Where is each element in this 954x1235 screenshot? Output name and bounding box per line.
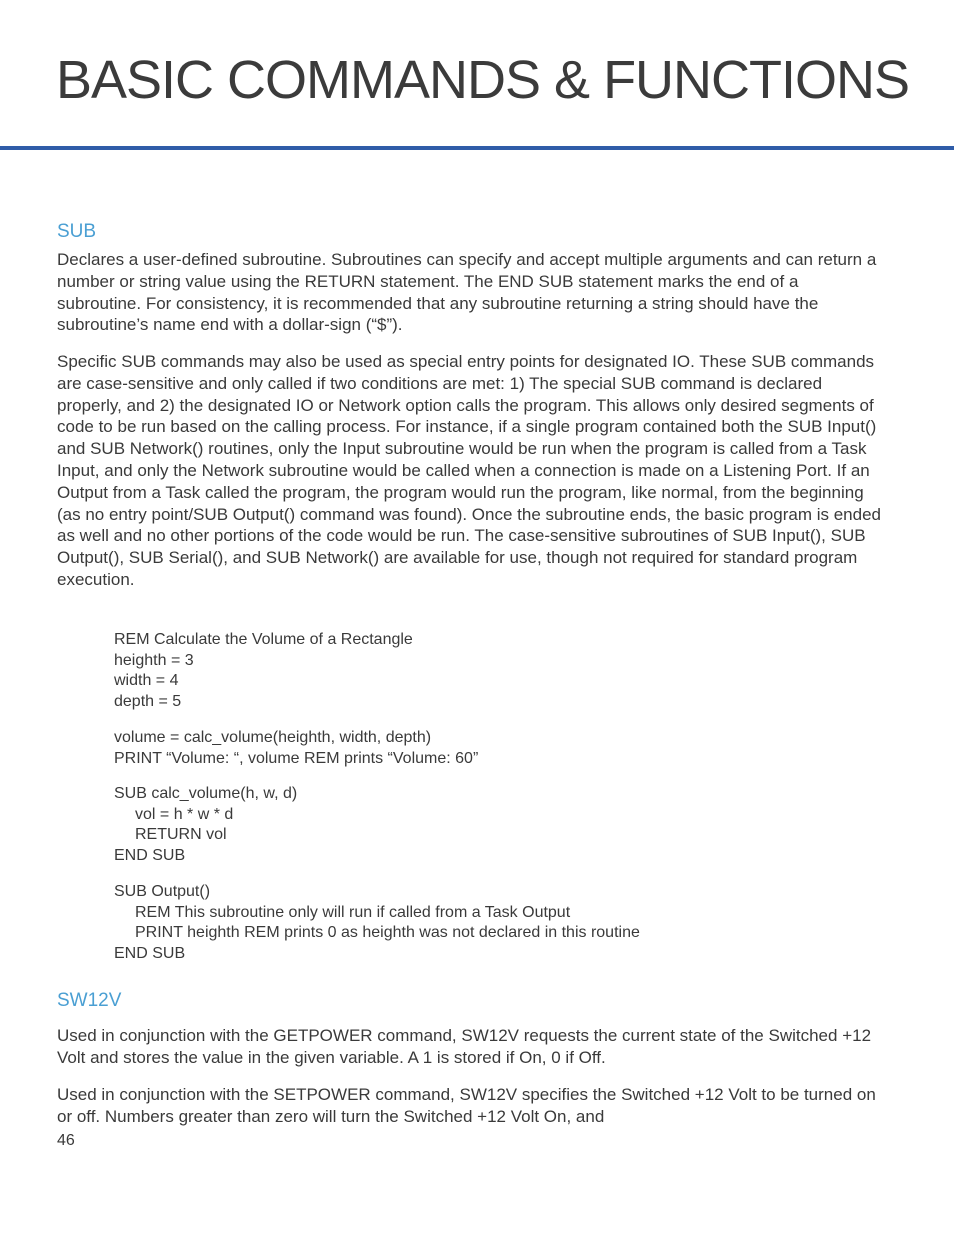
code-block-2 — [114, 728, 478, 769]
code-line: width = 4 — [114, 672, 179, 690]
code-line: heighth = 3 — [114, 651, 194, 669]
sw12v-paragraph-1: Used in conjunction with the GETPOWER command, SW12V requests the current state of the Switched +12 Volt and stores the value in the given variable. A 1 is stored if On, 0 if Off. — [57, 1026, 872, 1067]
page-number: 46 — [57, 1132, 75, 1149]
section-heading-sw12v: SW12V — [57, 990, 122, 1011]
sub-paragraph-2: Specific SUB commands may also be used as special entry points for designated IO. These SUB commands are case-sensitive and only called if two conditions are met: 1) The special SUB command is declared properly, and 2) the designated IO or Network option calls the program. This allows only desired segments of code to be run based on the calling process. For instance, if a single program contained both the SUB Input() and SUB Network() routines, only the Input subroutine would be run when the program is called from a Task Input, and only the Network subroutine would be called when a connection is made on a Listening Port. If an Output from a Task called the program, the program would run the program, like normal, from the beginning (as no entry point/SUB Output() command was found). Once the subroutine ends, the basic program is ended as well and no other portions of the code would be run. The case-sensitive subroutines of SUB Input(), SUB Output(), SUB Serial(), and SUB Network() are available for use, though not required for standard program execution. — [57, 352, 881, 589]
code-line: REM Calculate the Volume of a Rectangle — [114, 631, 413, 648]
code-block-1 — [114, 630, 413, 712]
code-line: vol = h * w * d — [135, 805, 234, 823]
code-block-4 — [114, 882, 640, 964]
code-line: PRINT heighth REM prints 0 as heighth was not declared in this routine — [135, 924, 640, 942]
code-line: SUB Output() — [114, 883, 211, 900]
code-line: depth = 5 — [114, 692, 182, 710]
code-line: RETURN vol — [135, 826, 227, 844]
code-line: END SUB — [114, 944, 186, 962]
page-title: BASIC COMMANDS & FUNCTIONS — [56, 50, 910, 110]
title-divider — [0, 146, 954, 150]
code-line: END SUB — [114, 846, 186, 864]
code-line: PRINT “Volume: “, volume REM prints “Volume: 60” — [114, 749, 479, 767]
section-heading-sub: SUB — [57, 221, 97, 242]
sw12v-paragraph-2: Used in conjunction with the SETPOWER command, SW12V specifies the Switched +12 Volt to be turned on or off. Numbers greater than zero will turn the Switched +12 Volt On, and — [57, 1085, 876, 1126]
sub-paragraph-1: Declares a user-defined subroutine. Subroutines can specify and accept multiple arguments and can return a number or string value using the RETURN statement. The END SUB statement marks the end of a subroutine. For consistency, it is recommended that any subroutine returning a string should have the subroutine’s name end with a dollar-sign (“$”). — [57, 250, 877, 335]
code-line: volume = calc_volume(heighth, width, depth) — [114, 729, 432, 746]
code-block-3 — [114, 784, 297, 866]
code-line: SUB calc_volume(h, w, d) — [114, 785, 298, 802]
code-line: REM This subroutine only will run if called from a Task Output — [135, 903, 571, 921]
